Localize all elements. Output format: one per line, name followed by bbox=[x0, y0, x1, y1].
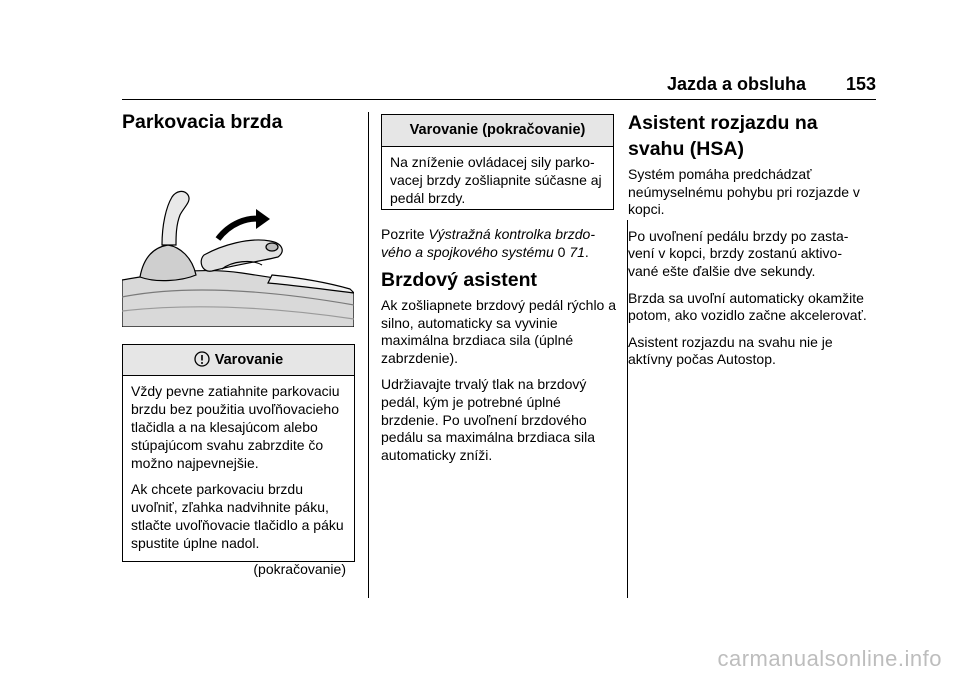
brake-assist-heading: Brzdový asistent bbox=[381, 269, 538, 291]
paragraph: Udržiavajte trvalý tlak na brzdový pedál, kým je potrebné úplné brzdenie. Po uvoľnení brzdového pedálu sa maximálna brzdiaca sila automaticky zníži. bbox=[381, 376, 595, 463]
section-title: Jazda a obsluha bbox=[666, 74, 806, 94]
warning-continued-paragraph: Na zníženie ovládacej sily parko-vacej brzdy zošliapnite súčasne aj pedál brzdy. bbox=[390, 154, 602, 206]
warning-paragraph: Ak chcete parkovaciu brzdu uvoľniť, zľahka nadvihnite páku, stlačte uvoľňovacie tlačidlo a páku spustite úplne nadol. bbox=[131, 481, 344, 551]
page-ref-symbol: 0 bbox=[557, 243, 566, 260]
warning-continued-title: Varovanie (pokračovanie) bbox=[382, 115, 613, 147]
reference-link[interactable]: Výstražná kontrolka brzdo-vého a spojkového systému bbox=[381, 226, 595, 260]
cross-reference bbox=[381, 226, 613, 261]
brake-assist-text bbox=[381, 297, 617, 473]
warning-continued-box bbox=[381, 114, 614, 210]
paragraph: Systém pomáha predchádzať neúmyselnému pohybu pri rozjazde v kopci. bbox=[628, 166, 860, 218]
warning-icon bbox=[194, 348, 210, 378]
parking-brake-illustration bbox=[122, 185, 354, 327]
warning-title-text: Varovanie bbox=[214, 352, 284, 368]
warning-title bbox=[123, 345, 354, 376]
paragraph: Asistent rozjazdu na svahu nie je aktívny počas Autostop. bbox=[628, 333, 833, 368]
page-number: 153 bbox=[845, 74, 876, 94]
paragraph: Ak zošliapnete brzdový pedál rýchlo a silno, automaticky sa vyvinie maximálna brzdiaca sila (úplné zabrzdenie). bbox=[381, 297, 617, 366]
paragraph: Po uvoľnení pedálu brzdy po zasta-vení v kopci, brzdy zostanú aktivo-vané ešte ďalšie dve sekundy. bbox=[628, 227, 849, 279]
paragraph: Brzda sa uvoľní automaticky okamžite potom, ako vozidlo začne akcelerovať. bbox=[628, 289, 867, 324]
warning-paragraph: Vždy pevne zatiahnite parkovaciu brzdu bez použitia uvoľňovacieho tlačidla a na klesajúcom alebo stúpajúcom svahu zabrzdite čo možno najpevnejšie. bbox=[131, 383, 340, 471]
header-rule bbox=[122, 99, 876, 100]
reference-prefix: Pozrite bbox=[381, 226, 429, 242]
reference-page[interactable]: 71 bbox=[569, 243, 585, 260]
continued-label: (pokračovanie) bbox=[253, 561, 346, 577]
hill-start-assist-text bbox=[628, 166, 872, 378]
reference-end: . bbox=[584, 243, 589, 260]
running-header bbox=[660, 74, 876, 96]
warning-box bbox=[122, 344, 355, 577]
parking-brake-heading: Parkovacia brzda bbox=[122, 111, 283, 133]
column-divider-left bbox=[368, 112, 369, 598]
watermark: carmanualsonline.info bbox=[717, 646, 942, 671]
hill-start-assist-heading: Asistent rozjazdu na svahu (HSA) bbox=[628, 112, 818, 160]
